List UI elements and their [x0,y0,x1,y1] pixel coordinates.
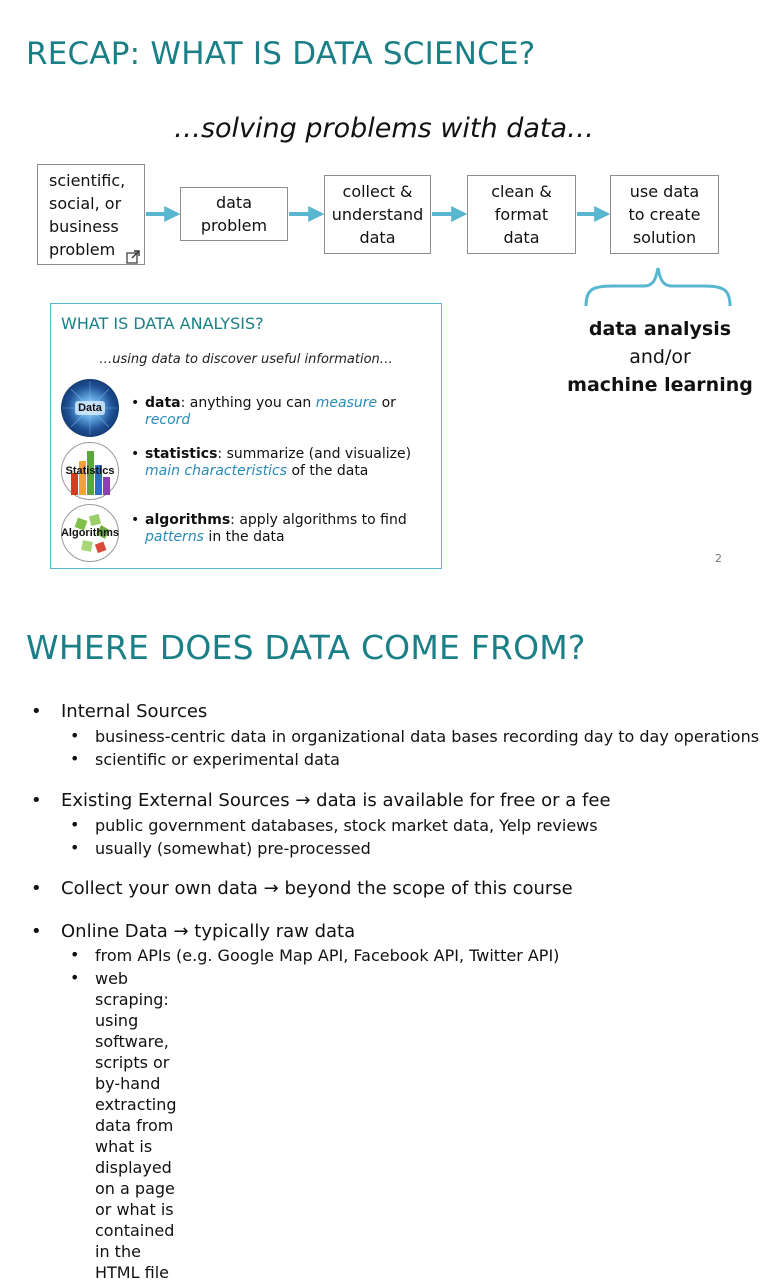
data-analysis-panel [50,303,442,569]
algorithms-puzzle-icon [61,504,119,562]
bullet-text: Collect your own data → beyond the scope of this course [61,878,573,899]
item-term: algorithms [145,512,231,528]
slide1-title: RECAP: WHAT IS DATA SCIENCE? [26,36,536,72]
statistics-chart-icon [61,442,119,500]
item-text: in the data [203,529,285,545]
bullet-text: Internal Sources [61,701,208,722]
flow-step-label: use data to create solution [628,182,701,247]
sub-bullet-text: usually (somewhat) pre-processed [95,839,371,858]
external-link-icon[interactable] [126,250,140,264]
item-term: statistics [145,446,218,462]
machine-learning-label: machine learning [567,374,753,396]
slide2-title: WHERE DOES DATA COME FROM? [26,628,586,667]
circle-caption: Data [75,401,105,415]
panel-title: WHAT IS DATA ANALYSIS? [61,314,264,333]
panel-tagline: …using data to discover useful information… [99,352,393,367]
flow-step-label: clean & format data [491,182,552,247]
bullet: • [131,512,140,528]
flow-step-clean [467,175,576,254]
sub-bullet-text: scientific or experimental data [95,750,340,769]
page-number: 2 [715,552,722,565]
item-highlight: patterns [145,529,204,545]
analysis-item-data [131,395,431,429]
bullet: • [131,446,140,462]
data-globe-icon [61,379,119,437]
bullet: • [131,395,140,411]
item-text: : summarize (and visualize) [217,446,412,462]
data-analysis-label: data analysis [588,318,732,340]
item-highlight: main characteristics [145,463,288,479]
and-or-label: and/or [629,346,691,368]
circle-caption: Statistics [65,465,115,477]
curly-brace-icon [582,264,734,312]
analysis-item-algorithms [131,512,431,546]
flow-step-label: data problem [200,193,268,235]
analysis-item-statistics [131,446,431,480]
item-highlight: record [145,412,191,428]
sub-bullet-text: from APIs (e.g. Google Map API, Facebook API, Twitter API) [95,946,560,965]
bullet-text: Existing External Sources → data is available for free or a fee [61,790,611,811]
bullet-text: Online Data → typically raw data [61,921,356,942]
flow-step-data-problem [180,187,288,241]
circle-caption: Algorithms [60,527,120,539]
item-highlight: measure [315,395,378,411]
flow-step-collect [324,175,431,254]
flow-step-label: scientific, social, or business problem [49,170,126,259]
sub-bullet-text: business-centric data in organizational data bases recording day to day operations [95,727,760,746]
flow-step-solution [610,175,719,254]
item-text: : anything you can [180,395,316,411]
sub-bullet-text: public government databases, stock market data, Yelp reviews [95,816,598,835]
flow-step-label: collect & understand data [331,182,424,247]
slide1-subtitle: …solving problems with data… [173,113,595,144]
sub-bullet-text: web scraping: using software, scripts or by-hand extracting data from what is displayed on a page or what is contained in the HTML file [95,969,177,1282]
item-text: of the data [287,463,369,479]
item-text: : apply algorithms to find [230,512,407,528]
item-text: or [377,395,396,411]
item-term: data [145,395,181,411]
